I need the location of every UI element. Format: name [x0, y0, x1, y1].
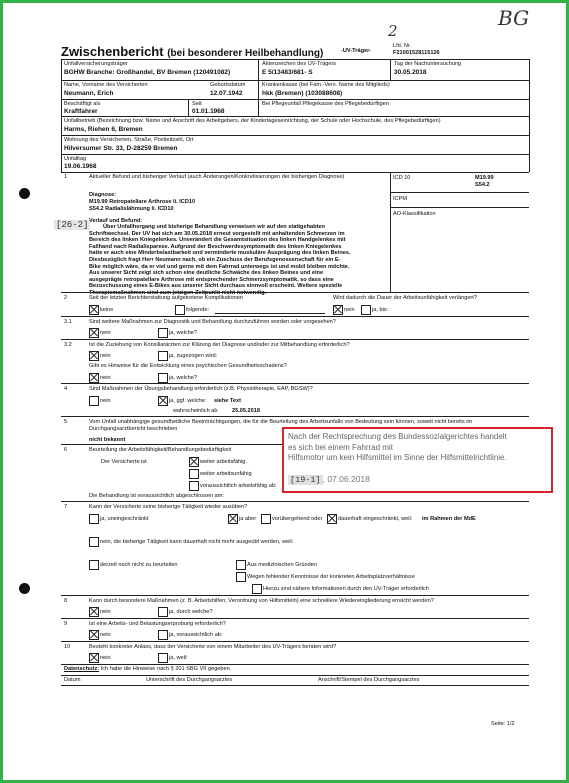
wahrsch-value: 25.05.2018	[232, 408, 260, 414]
seit-label: Seit	[192, 101, 202, 107]
diagnose-1: M19.99 Retropatellare Arthrose li. ICD10	[89, 199, 196, 205]
diagnose-2: S54.2 Radialislähmung li. ICD10	[89, 206, 174, 212]
seit-value: 01.01.1968	[192, 108, 225, 115]
comment-text: Nach der Rechtsprechung des Bundessozialgerichtes handelt es sich bei einem Fahrrad mit Hilfsmotor um kein Hilfsmittel im Sinne der Hilfsmittelrichtlinie.	[288, 432, 507, 462]
lfd-nr: F21001528115126	[393, 50, 440, 56]
s6-opt1-label: weiter arbeitsfähig	[200, 459, 246, 465]
icd-1: M19.99	[475, 175, 494, 181]
s2-q2: Wird dadurch die Dauer der Arbeitsunfähigkeit verlängert?	[333, 295, 477, 301]
wahrsch-label: wahrscheinlich ab	[173, 408, 218, 414]
s7-vorueber-label: vorübergehend oder	[272, 516, 323, 522]
checkbox-s32-ja2[interactable]	[158, 373, 168, 383]
checkbox-s7-nein-bisherige[interactable]	[89, 537, 99, 547]
diagnose-label: Diagnose:	[89, 192, 117, 198]
s31-ja-label: ja, welche?	[169, 330, 197, 336]
keine-label: keine	[100, 307, 114, 313]
s9-nein-label: nein	[100, 632, 111, 638]
s32-ja-label: ja, zugezogen wird:	[169, 353, 218, 359]
checkbox-s32-nein2[interactable]	[89, 373, 99, 383]
icpm-label: ICPM	[393, 196, 407, 202]
checkbox-s7-kenntnisse[interactable]	[236, 572, 246, 582]
az-label: Aktenzeichen des UV-Trägers	[262, 61, 337, 67]
s7-dauerhaft-value: im Rahmen der MdE	[422, 516, 476, 522]
s1-label: Aktueller Befund und bisheriger Verlauf (auch Änderungen/Konkretisierungen der bisherigen Diagnose)	[89, 174, 345, 180]
icd-2: S54.2	[475, 182, 490, 188]
checkbox-s7-dauerhaft[interactable]	[327, 514, 337, 524]
checkbox-s6-opt2[interactable]	[189, 469, 199, 479]
checkbox-s7-ja-aber[interactable]	[228, 514, 238, 524]
datenschutz: Datenschutz: Ich habe die Hinweise nach § 201 SBG VII gegeben.	[64, 666, 232, 672]
s7-derzeit-label: derzeit noch nicht zu beurteilen	[100, 562, 178, 568]
s32-ja2-label: ja, welche?	[169, 375, 197, 381]
verlauf-label: Verlauf und Befund:	[89, 218, 143, 224]
s2-ja-label: ja, bis:	[372, 307, 389, 313]
s32-nein2-label: nein	[100, 375, 111, 381]
checkbox-s6-opt3[interactable]	[189, 481, 199, 491]
s2-nein-label: nein	[344, 307, 355, 313]
checkbox-keine[interactable]	[89, 305, 99, 315]
unfalltag-value: 19.06.1968	[64, 163, 97, 170]
checkbox-s2-nein[interactable]	[333, 305, 343, 315]
checkbox-s2-ja[interactable]	[361, 305, 371, 315]
s7-hierzu-label: Hierzu sind nähere Informationen durch den UV-Träger erforderlich	[263, 586, 429, 592]
handwritten-code: BG	[498, 6, 530, 30]
s32-nein-label: nein	[100, 353, 111, 359]
s6-opt2-label: weiter arbeitsunfähig	[200, 471, 252, 477]
page-number: Seite: 1/2	[491, 721, 515, 727]
annotation-tag: [26-2]	[56, 220, 89, 230]
checkbox-s6-opt1[interactable]	[189, 457, 199, 467]
s4-ja-label: ja, ggf. welche:	[169, 398, 207, 404]
s7-ja-unein-label: ja, uneingeschränkt	[100, 516, 149, 522]
unfalltag-label: Unfalltag	[64, 156, 87, 162]
s4-label: Sind Maßnahmen der Übungsbehandlung erforderlich (z.B. Physiotherapie, EAP, BGSW)?	[89, 386, 313, 392]
s6-abgeschlossen: Die Behandlung ist voraussichtlich abgeschlossen am:	[89, 493, 224, 499]
s2-label: Seit der letzten Berichterstattung aufgetretene Komplikationen	[89, 295, 243, 301]
uvt-label: Unfallversicherungsträger	[64, 61, 128, 67]
s9-label: Ist eine Arbeits- und Belastungserprobung erforderlich?	[89, 621, 226, 627]
pflege-label: Bei Pflegeunfall Pflegekasse des Pflegebedürftigen	[262, 101, 389, 107]
tag-label: Tag der Nachuntersuchung	[394, 61, 462, 67]
s8-nein-label: nein	[100, 609, 111, 615]
s10-num: 10	[64, 644, 71, 650]
s7-nein-bisherige-label: nein, die bisherige Tätigkeit kann dauerhaft nicht mehr ausgeübt werden, weil:	[100, 539, 294, 545]
comment-date: [19-1] , 07.06.2018	[290, 474, 370, 485]
s32-label: Ist die Zuziehung von Konsiliarärzten zur Klärung der Diagnose und/oder zur Mitbehandlung erforderlich?	[89, 342, 350, 348]
s7-label: Kann der Versicherte seine bisherige Tätigkeit wieder ausüben?	[89, 504, 248, 510]
geb-label: Geburtsdatum	[210, 82, 246, 88]
betrieb-label: Unfallbetrieb (Bezeichnung bzw. Name und Anschrift des Arbeitgebers, der Kindertageseinrichtung, der Schule oder Hochschule, des Pflegebedürftigen)	[64, 118, 441, 124]
kk-label: Krankenkasse (bei Fam.-Vers. Name des Mitglieds)	[262, 82, 390, 88]
s31-nein-label: nein	[100, 330, 111, 336]
checkbox-s31-ja[interactable]	[158, 328, 168, 338]
betrieb-value: Harms, Riehen 6, Bremen	[64, 126, 143, 133]
s8-label: Kann durch besondere Maßnahmen (z. B. Arbeitshilfen, Verordnung von Hilfsmitteln) eine schnellere Wiedereingliederung erreicht werden?	[89, 598, 434, 604]
s10-ja-label: ja, weil:	[169, 655, 188, 661]
datum-label: Datum	[64, 677, 81, 683]
s6-label: Beurteilung der Arbeitsfähigkeit/Behandlungsbedürftigkeit	[89, 447, 232, 453]
handwritten-number: 2	[388, 22, 398, 40]
geb-value: 12.07.1942	[210, 90, 243, 97]
checkbox-s7-hierzu[interactable]	[252, 584, 262, 594]
punch-hole	[19, 583, 30, 594]
s7-num: 7	[64, 504, 68, 510]
uvt-value: BGHW Branche: Großhandel, BV Bremen (120491082)	[64, 69, 231, 76]
s8-num: 8	[64, 598, 68, 604]
s7-kenntnisse-label: Wegen fehlender Kenntnisse der konkreten Arbeitsplatzverhältnisse	[247, 574, 415, 580]
s7-medizinisch-label: Aus medizinischen Gründen	[247, 562, 317, 568]
checkbox-s32-nein[interactable]	[89, 351, 99, 361]
s9-num: 9	[64, 621, 68, 627]
annotation-tag: [19-1]	[290, 475, 321, 485]
checkbox-s7-ja-unein[interactable]	[89, 514, 99, 524]
s31-label: Sind weitere Maßnahmen zur Diagnostik und Behandlung durchzuführen worden oder vorgesehen?	[89, 319, 336, 325]
s4-num: 4	[64, 386, 68, 392]
s9-ja-label: ja, voraussichtlich ab:	[169, 632, 223, 638]
icd-label: ICD 10	[393, 175, 411, 181]
lfd-nr-label: Lfd. Nr.	[393, 43, 412, 49]
s1-num: 1	[64, 174, 68, 180]
unterschrift-label: Unterschrift des Durchgangsarztes	[146, 677, 233, 683]
s10-nein-label: nein	[100, 655, 111, 661]
name-label: Name, Vorname des Versicherten	[64, 82, 148, 88]
s6-opt3-label: voraussichtlich arbeitsfähig ab:	[200, 483, 277, 489]
checkbox-s8-nein[interactable]	[89, 607, 99, 617]
form-title: Zwischenbericht (bei besonderer Heilbehandlung)	[61, 44, 324, 59]
s4-ja-value: siehe Text	[214, 398, 241, 404]
s5-label: Vom Unfall unabhängige gesundheitliche Beeinträchtigungen, die für die Beurteilung des Arbeitsunfalls von Bedeutung sein können, soweit nicht bereits im Durchgangsarztbericht beschrieben	[89, 419, 473, 432]
s31-num: 3.1	[64, 319, 72, 325]
checkbox-s4-ja[interactable]	[158, 396, 168, 406]
az-value: E 5/13483/681- S	[262, 69, 313, 76]
checkbox-s32-ja[interactable]	[158, 351, 168, 361]
punch-hole	[19, 188, 30, 199]
checkbox-s4-nein[interactable]	[89, 396, 99, 406]
s6-versichert: Der Versicherte ist	[101, 459, 147, 465]
checkbox-s7-medizinisch[interactable]	[236, 560, 246, 570]
s6-num: 6	[64, 447, 68, 453]
anschrift-label: Anschrift/Stempel des Durchgangsarztes	[318, 677, 420, 683]
wohnung-value: Hilversumer Str. 33, D-28259 Bremen	[64, 145, 178, 152]
checkbox-s9-ja[interactable]	[158, 630, 168, 640]
s10-label: Besteht konkreter Anlass, dass der Versicherte von einem Mitarbeiter des UV-Trägers beraten wird?	[89, 644, 337, 650]
ao-label: AO-Klassifikation	[393, 211, 436, 217]
s4-nein-label: nein	[100, 398, 111, 404]
s5-value: nicht bekannt	[89, 437, 126, 443]
s2-num: 2	[64, 295, 68, 301]
checkbox-s7-derzeit[interactable]	[89, 560, 99, 570]
s7-ja-aber-label: ja aber	[239, 516, 257, 522]
checkbox-s7-vorueber[interactable]	[261, 514, 271, 524]
s5-num: 5	[64, 419, 68, 425]
verlauf-text: Über Unfallhergang und bisherige Behandlung verweisen wir auf den stattgehabten Schriftwechsel. Der UV hat sich am 30.05.2018 erneut vorgestellt mit anhaltenden Schmerzen im Bereich des linken Kniegelenkes. Unverändert die Gesamtsituation des linken Handgelenkes mit Fallhand nach Radialisparese. Aufgrund der Beschwerdesymptomatik des linken Kniegelenkes hatte er auch eine Minderbelastbarkeit und verminderte muskuläre Ausprägung des linken Beines. Diesbezüglich fragt Herr Neumann nach, ob ein Zuschuss der Berufsgenossenschaft für ein E- Bike möglich wäre, da er viel und gerne mit dem Fahrrad unterwegs ist und mobil bleiben möchte. Aus unserer Sicht zeigt sich schon eine deutliche Schwäche des linken Beines und eine ausgeprägte retropatellare Arthrose mit entsprechender Schmerzsymptomatik, so dass eine Bezuschussung eines E-Bikes aus unserer Sicht durchaus sinnvoll erscheint. Weitere spezielle	[89, 224, 351, 290]
besch-label: Beschäftigt als	[64, 101, 101, 107]
wohnung-label: Wohnung des Versicherten, Straße, Postleitzahl, Ort	[64, 137, 194, 143]
folgende-label: folgende:	[186, 307, 210, 313]
s32-num: 3.2	[64, 342, 72, 348]
tag-value: 30.05.2018	[394, 69, 427, 76]
checkbox-s10-ja[interactable]	[158, 653, 168, 663]
s32-q2: Gibt es Hinweise für die Entwicklung eines psychischen Gesundheitsschadens?	[89, 363, 287, 369]
s8-ja-label: ja, durch welche?	[169, 609, 213, 615]
checkbox-s10-nein[interactable]	[89, 653, 99, 663]
s7-dauerhaft-label: dauerhaft eingeschränkt, weil:	[338, 516, 413, 522]
name-value: Neumann, Erich	[64, 90, 114, 97]
kk-value: hkk (Bremen) (103088608)	[262, 90, 343, 97]
checkbox-s9-nein[interactable]	[89, 630, 99, 640]
checkbox-s8-ja[interactable]	[158, 607, 168, 617]
besch-value: Kraftfahrer	[64, 108, 98, 115]
uv-traeger-label: -UV-Träger-	[341, 48, 372, 54]
checkbox-s31-nein[interactable]	[89, 328, 99, 338]
comment-box	[282, 427, 553, 493]
checkbox-folgende[interactable]	[175, 305, 185, 315]
